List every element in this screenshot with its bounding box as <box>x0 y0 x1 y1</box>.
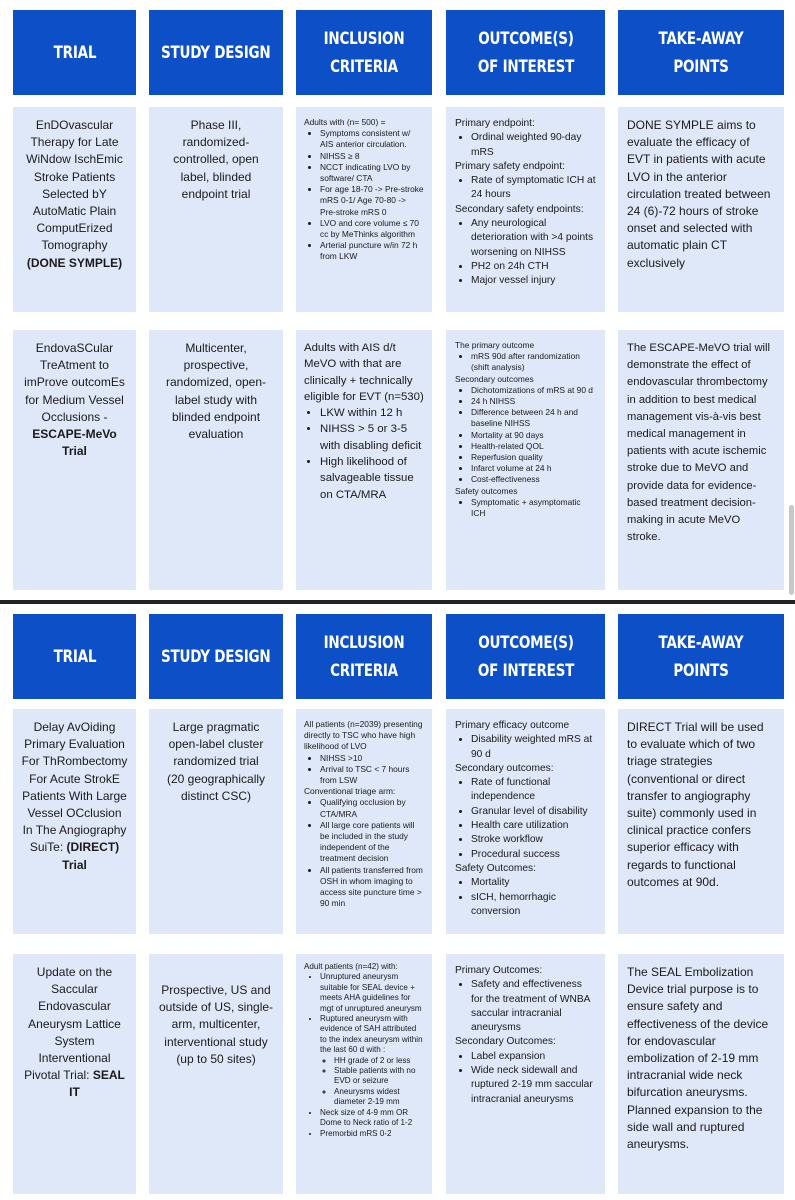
scrollbar[interactable] <box>789 505 794 595</box>
inclusion-list <box>304 797 424 909</box>
list-item: • Symptomatic + asymptomatic ICH <box>471 497 596 519</box>
list-item: • Cost-effectiveness <box>471 474 596 485</box>
list-item: • NIHSS >10 <box>320 753 424 764</box>
inclusion-list <box>304 405 424 503</box>
trial-cell <box>13 709 136 934</box>
list-item: • Disability weighted mRS at 90 d <box>471 733 596 762</box>
list-item: • For age 18-70 -> Pre-stroke mRS 0-1/ Age 70-80 -> Pre-stroke mRS 0 <box>320 184 424 218</box>
trial-name: EndovaSCular TreAtment to imProve outcomEs for Medium Vessel Occlusions - <box>24 341 125 424</box>
list-item: • Qualifying occlusion by CTA/MRA <box>320 797 424 819</box>
header-study-design: STUDY DESIGN <box>149 614 283 699</box>
list-item: • Major vessel injury <box>471 274 596 288</box>
list-item: • Any neurological deterioration with >4 points worsening on NIHSS <box>471 217 596 260</box>
inclusion-list <box>304 128 424 262</box>
header-trial: TRIAL <box>13 614 136 699</box>
list-item: • Arterial puncture w/in 72 h from LKW <box>320 240 424 262</box>
list-item: • Premorbid mRS 0-2 <box>320 1129 424 1139</box>
list-item: • Label expansion <box>471 1050 596 1064</box>
list-item: • Ordinal weighted 90-day mRS <box>471 131 596 160</box>
trial-acronym: (DIRECT) Trial <box>62 840 120 872</box>
inclusion-cell: Adult patients (n=42) with: • Unruptured aneurysm suitable for SEAL device + meets AHA guidelines for mgt of unruptured aneurysm • Ruptured aneurysm with evidence of SAH attributed to the index aneurysm within the last 60 d with : ◦ HH grade of 2 or less ◦ Stable patients with no EVD or seizure ◦ Aneurysms widest diameter 2-19 mm • Neck size of 4-9 mm OR Dome to Neck ratio of 1-2 • Premorbid mRS 0-2 <box>296 954 432 1194</box>
inclusion-cell: Adults with (n= 500) = • Symptoms consistent w/ AIS anterior circulation. • NIHSS ≥ 8 • NCCT indicating LVO by software/ CTA • For age 18-70 -> Pre-stroke mRS 0-1/ Age 70-80 -> Pre-stroke mRS 0 • LVO and core volume ≤ 70 cc by MeThinks algorithm • Arterial puncture w/in 72 h from LKW <box>296 107 432 312</box>
list-item: • Health-related QOL <box>471 441 596 452</box>
list-item: • Health care utilization <box>471 819 596 833</box>
trial-acronym: (DONE SYMPLE) <box>26 255 123 270</box>
header-study-design: STUDY DESIGN <box>149 10 283 95</box>
inclusion-cell: All patients (n=2039) presenting directly to TSC who have high likelihood of LVO • NIHSS >10 • Arrival to TSC < 7 hours from LSW Conventional triage arm: • Qualifying occlusion by CTA/MRA • All large core patients will be included in the study independent of the treatment decision • All patients transferred from OSH in whom imaging to access site puncture time > 90 min <box>296 709 432 934</box>
list-item: • mRS 90d after randomization (shift analysis) <box>471 351 596 373</box>
list-item: • NIHSS > 5 or 3-5 with disabling deficit <box>320 421 424 454</box>
list-item: • Infarct volume at 24 h <box>471 463 596 474</box>
design-cell: Phase III, randomized-controlled, open label, blinded endpoint trial <box>149 107 283 312</box>
trial-cell <box>13 330 136 590</box>
outcome-cell: The primary outcome • mRS 90d after randomization (shift analysis) Secondary outcomes • Dichotomizations of mRS at 90 d • 24 h NIHSS • Difference between 24 h and baseline NIHSS • Mortality at 90 days • Health-related QOL • Reperfusion quality • Infarct volume at 24 h • Cost-effectiveness Safety outcomes • Symptomatic + asymptomatic ICH <box>446 330 605 590</box>
trial-acronym: SEAL IT <box>69 1068 125 1100</box>
list-item: ◦ Stable patients with no EVD or seizure <box>334 1066 424 1087</box>
list-item: • NCCT indicating LVO by software/ CTA <box>320 162 424 184</box>
header-outcomes: OUTCOME(S) OF INTEREST <box>446 614 605 699</box>
list-item: • Dichotomizations of mRS at 90 d <box>471 385 596 396</box>
header-take-away: TAKE-AWAY POINTS <box>618 614 784 699</box>
trial-name: EnDOvascular Therapy for Late WiNdow IschEmic Stroke Patients Selected bY AutoMatic Plain ComputErized Tomography <box>26 118 123 253</box>
list-item: • All large core patients will be included in the study independent of the treatment decision <box>320 820 424 865</box>
list-item: ◦ Aneurysms widest diameter 2-19 mm <box>334 1087 424 1108</box>
list-item: ◦ HH grade of 2 or less <box>334 1056 424 1066</box>
list-item: • LKW within 12 h <box>320 405 424 421</box>
header-inclusion-criteria: INCLUSION CRITERIA <box>296 614 432 699</box>
trial-name: Delay AvOiding Primary Evaluation For ThRombectomy For Acute StrokE Patients With Large Vessel OCclusion In The Angiography SuiTe: <box>21 720 128 855</box>
outcome-cell: Primary efficacy outcome • Disability weighted mRS at 90 d Secondary outcomes: • Rate of functional independence • Granular level of disability • Health care utilization • Stroke workflow • Procedural success Safety Outcomes: • Mortality • sICH, hemorrhagic conversion <box>446 709 605 934</box>
header-take-away: TAKE-AWAY POINTS <box>618 10 784 95</box>
header-inclusion-criteria: INCLUSION CRITERIA <box>296 10 432 95</box>
list-item: • Rate of symptomatic ICH at 24 hours <box>471 174 596 203</box>
list-item: • NIHSS ≥ 8 <box>320 151 424 162</box>
list-item: • Rate of functional independence <box>471 776 596 805</box>
takeaway-cell: The SEAL Embolization Device trial purpose is to ensure safety and effectiveness of the device for endovascular embolization of 2-19 mm intracranial wide neck bifurcation aneurysms. Planned expansion to the side wall and ruptured aneurysms. <box>618 954 784 1194</box>
list-item: • Unruptured aneurysm suitable for SEAL device + meets AHA guidelines for mgt of unruptured aneurysm <box>320 972 424 1014</box>
panel-bottom <box>0 604 795 1200</box>
takeaway-cell: DIRECT Trial will be used to evaluate which of two triage strategies (conventional or direct transfer to angiography suite) commonly used in clinical practice confers superior efficacy with regards to functional outcomes at 90d. <box>618 709 784 934</box>
list-item: • Neck size of 4-9 mm OR Dome to Neck ratio of 1-2 <box>320 1108 424 1129</box>
list-item: • sICH, hemorrhagic conversion <box>471 891 596 920</box>
list-item: • All patients transferred from OSH in whom imaging to access site puncture time > 90 min <box>320 865 424 910</box>
trial-cell <box>13 954 136 1194</box>
list-item: • Safety and effectiveness for the treatment of WNBA saccular intracranial aneurysms <box>471 978 596 1035</box>
takeaway-cell: DONE SYMPLE aims to evaluate the efficacy of EVT in patients with acute LVO in the anterior circulation treated between 24 (6)-72 hours of stroke onset and selected with automatic plain CT exclusively <box>618 107 784 312</box>
inclusion-list <box>304 753 424 787</box>
list-item: • Mortality <box>471 876 596 890</box>
trial-cell <box>13 107 136 312</box>
list-item: • Procedural success <box>471 848 596 862</box>
list-item: • Reperfusion quality <box>471 452 596 463</box>
outcome-cell: Primary Outcomes: • Safety and effectiveness for the treatment of WNBA saccular intracranial aneurysms Secondary Outcomes: • Label expansion • Wide neck sidewall and ruptured 2-19 mm saccular intracranial aneurysms <box>446 954 605 1194</box>
outcome-cell: Primary endpoint: • Ordinal weighted 90-day mRS Primary safety endpoint: • Rate of symptomatic ICH at 24 hours Secondary safety endpoints: • Any neurological deterioration with >4 points worsening on NIHSS • PH2 on 24h CTH • Major vessel injury <box>446 107 605 312</box>
list-item: • Granular level of disability <box>471 805 596 819</box>
list-item: • 24 h NIHSS <box>471 396 596 407</box>
design-cell: Multicenter, prospective, randomized, open-label study with blinded endpoint evaluation <box>149 330 283 590</box>
list-item: • LVO and core volume ≤ 70 cc by MeThinks algorithm <box>320 218 424 240</box>
inclusion-list <box>304 972 424 1139</box>
list-item: • Stroke workflow <box>471 833 596 847</box>
header-trial: TRIAL <box>13 10 136 95</box>
trial-name: Update on the Saccular Endovascular Aneurysm Lattice System Interventional Pivotal Trial: <box>24 965 121 1083</box>
inclusion-cell: Adults with AIS d/t MeVO with that are clinically + technically eligible for EVT (n=530) • LKW within 12 h • NIHSS > 5 or 3-5 with disabling deficit • High likelihood of salvageable tissue on CTA/MRA <box>296 330 432 590</box>
list-item: • Arrival to TSC < 7 hours from LSW <box>320 764 424 786</box>
design-cell: Large pragmatic open-label cluster randomized trial (20 geographically distinct CSC) <box>149 709 283 934</box>
list-item: • High likelihood of salvageable tissue on CTA/MRA <box>320 454 424 503</box>
list-item: • PH2 on 24h CTH <box>471 260 596 274</box>
list-item: • Mortality at 90 days <box>471 430 596 441</box>
list-item: • Ruptured aneurysm with evidence of SAH attributed to the index aneurysm within the last 60 d with : ◦ HH grade of 2 or less ◦ Stable patients with no EVD or seizure ◦ Aneurysms widest diameter 2-19 mm <box>320 1014 424 1108</box>
trial-acronym: ESCAPE-MeVo Trial <box>32 427 117 459</box>
design-cell: Prospective, US and outside of US, single-arm, multicenter, interventional study (up to 50 sites) <box>149 954 283 1194</box>
takeaway-cell: The ESCAPE-MeVO trial will demonstrate the effect of endovascular thrombectomy in addition to best medical management vis-à-vis best medical management in patients with acute ischemic stroke due to MeVO and provide data for evidence-based treatment decision-making in acute MeVO stroke. <box>618 330 784 590</box>
list-item: • Difference between 24 h and baseline NIHSS <box>471 407 596 429</box>
header-outcomes: OUTCOME(S) OF INTEREST <box>446 10 605 95</box>
list-item: • Wide neck sidewall and ruptured 2-19 mm saccular intracranial aneurysms <box>471 1064 596 1107</box>
list-item: • Symptoms consistent w/ AIS anterior circulation. <box>320 128 424 150</box>
